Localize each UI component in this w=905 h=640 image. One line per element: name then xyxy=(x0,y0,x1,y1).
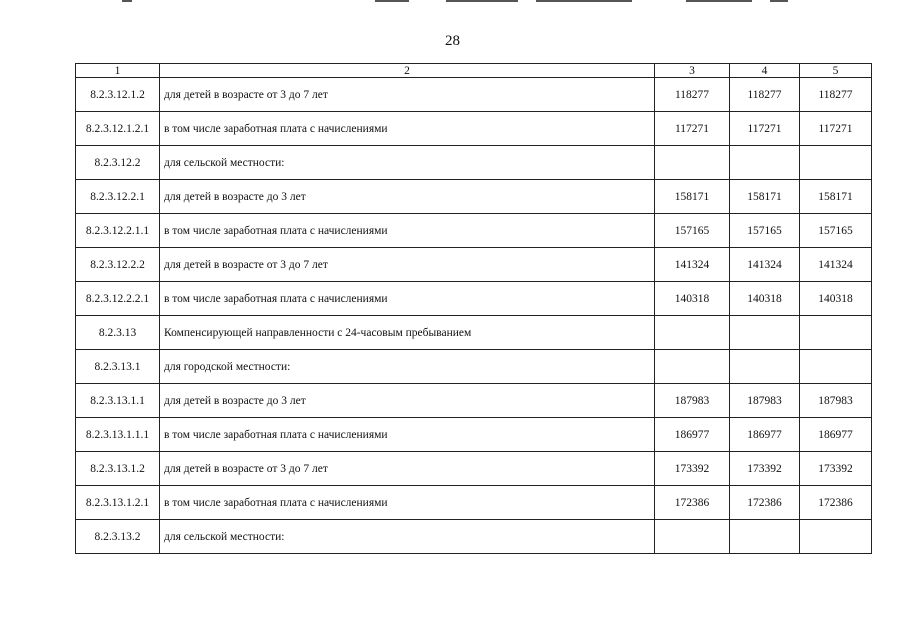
scan-artifact xyxy=(536,0,632,2)
row-name-cell: для детей в возрасте от 3 до 7 лет xyxy=(160,78,655,112)
value-cell-col3 xyxy=(655,146,730,180)
page-number: 28 xyxy=(445,33,460,49)
table-body xyxy=(76,78,872,554)
table-row xyxy=(76,350,872,384)
value-cell-col5 xyxy=(800,316,872,350)
value-cell-col4 xyxy=(730,520,800,554)
table-row xyxy=(76,146,872,180)
table-row xyxy=(76,520,872,554)
value-cell-col4: 117271 xyxy=(730,112,800,146)
value-cell-col4: 186977 xyxy=(730,418,800,452)
column-header: 1 xyxy=(76,64,160,78)
row-code-cell: 8.2.3.13.1 xyxy=(76,350,160,384)
table-row xyxy=(76,78,872,112)
column-header: 3 xyxy=(655,64,730,78)
value-cell-col5 xyxy=(800,520,872,554)
row-code-cell: 8.2.3.12.2.1.1 xyxy=(76,214,160,248)
data-table xyxy=(75,63,872,554)
scan-artifact xyxy=(686,0,752,2)
row-name-cell: для сельской местности: xyxy=(160,520,655,554)
row-code-cell: 8.2.3.13.1.1.1 xyxy=(76,418,160,452)
value-cell-col3 xyxy=(655,350,730,384)
value-cell-col5: 117271 xyxy=(800,112,872,146)
value-cell-col5: 157165 xyxy=(800,214,872,248)
value-cell-col4: 140318 xyxy=(730,282,800,316)
row-code-cell: 8.2.3.13.2 xyxy=(76,520,160,554)
value-cell-col3: 187983 xyxy=(655,384,730,418)
value-cell-col5: 187983 xyxy=(800,384,872,418)
value-cell-col4: 172386 xyxy=(730,486,800,520)
table-row xyxy=(76,452,872,486)
row-name-cell: для городской местности: xyxy=(160,350,655,384)
row-name-cell: в том числе заработная плата с начислениями xyxy=(160,214,655,248)
column-header: 5 xyxy=(800,64,872,78)
value-cell-col4: 187983 xyxy=(730,384,800,418)
value-cell-col3 xyxy=(655,520,730,554)
table-row xyxy=(76,316,872,350)
row-code-cell: 8.2.3.13.1.2.1 xyxy=(76,486,160,520)
value-cell-col5: 172386 xyxy=(800,486,872,520)
value-cell-col4 xyxy=(730,146,800,180)
value-cell-col3: 157165 xyxy=(655,214,730,248)
row-code-cell: 8.2.3.12.1.2.1 xyxy=(76,112,160,146)
table-row xyxy=(76,418,872,452)
row-name-cell: в том числе заработная плата с начислениями xyxy=(160,418,655,452)
value-cell-col4 xyxy=(730,316,800,350)
value-cell-col5: 186977 xyxy=(800,418,872,452)
row-name-cell: для детей в возрасте от 3 до 7 лет xyxy=(160,452,655,486)
table-row xyxy=(76,282,872,316)
row-code-cell: 8.2.3.12.2 xyxy=(76,146,160,180)
value-cell-col4: 141324 xyxy=(730,248,800,282)
row-code-cell: 8.2.3.12.1.2 xyxy=(76,78,160,112)
value-cell-col3: 140318 xyxy=(655,282,730,316)
value-cell-col3: 141324 xyxy=(655,248,730,282)
value-cell-col3: 158171 xyxy=(655,180,730,214)
value-cell-col3 xyxy=(655,316,730,350)
value-cell-col4: 173392 xyxy=(730,452,800,486)
row-name-cell: для детей в возрасте от 3 до 7 лет xyxy=(160,248,655,282)
table-row xyxy=(76,486,872,520)
value-cell-col4: 157165 xyxy=(730,214,800,248)
column-header: 2 xyxy=(160,64,655,78)
row-code-cell: 8.2.3.12.2.2.1 xyxy=(76,282,160,316)
row-name-cell: Компенсирующей направленности с 24-часовым пребыванием xyxy=(160,316,655,350)
scan-artifact xyxy=(770,0,788,2)
row-code-cell: 8.2.3.13.1.2 xyxy=(76,452,160,486)
value-cell-col3: 117271 xyxy=(655,112,730,146)
value-cell-col5: 118277 xyxy=(800,78,872,112)
row-code-cell: 8.2.3.13 xyxy=(76,316,160,350)
scan-artifact xyxy=(375,0,409,2)
table-row xyxy=(76,248,872,282)
table-row xyxy=(76,214,872,248)
table-row xyxy=(76,180,872,214)
table-row xyxy=(76,112,872,146)
value-cell-col4: 118277 xyxy=(730,78,800,112)
value-cell-col5: 173392 xyxy=(800,452,872,486)
row-code-cell: 8.2.3.13.1.1 xyxy=(76,384,160,418)
scan-artifact xyxy=(446,0,518,2)
value-cell-col3: 172386 xyxy=(655,486,730,520)
table-row xyxy=(76,384,872,418)
value-cell-col4 xyxy=(730,350,800,384)
row-name-cell: для сельской местности: xyxy=(160,146,655,180)
value-cell-col4: 158171 xyxy=(730,180,800,214)
value-cell-col5: 140318 xyxy=(800,282,872,316)
row-name-cell: в том числе заработная плата с начислениями xyxy=(160,112,655,146)
value-cell-col5 xyxy=(800,146,872,180)
row-name-cell: в том числе заработная плата с начислениями xyxy=(160,486,655,520)
value-cell-col3: 173392 xyxy=(655,452,730,486)
column-number-row xyxy=(76,64,872,78)
row-name-cell: в том числе заработная плата с начислениями xyxy=(160,282,655,316)
value-cell-col5 xyxy=(800,350,872,384)
row-name-cell: для детей в возрасте до 3 лет xyxy=(160,180,655,214)
row-code-cell: 8.2.3.12.2.1 xyxy=(76,180,160,214)
column-header: 4 xyxy=(730,64,800,78)
scan-artifact xyxy=(122,0,132,2)
row-code-cell: 8.2.3.12.2.2 xyxy=(76,248,160,282)
value-cell-col3: 186977 xyxy=(655,418,730,452)
value-cell-col5: 158171 xyxy=(800,180,872,214)
row-name-cell: для детей в возрасте до 3 лет xyxy=(160,384,655,418)
value-cell-col3: 118277 xyxy=(655,78,730,112)
value-cell-col5: 141324 xyxy=(800,248,872,282)
